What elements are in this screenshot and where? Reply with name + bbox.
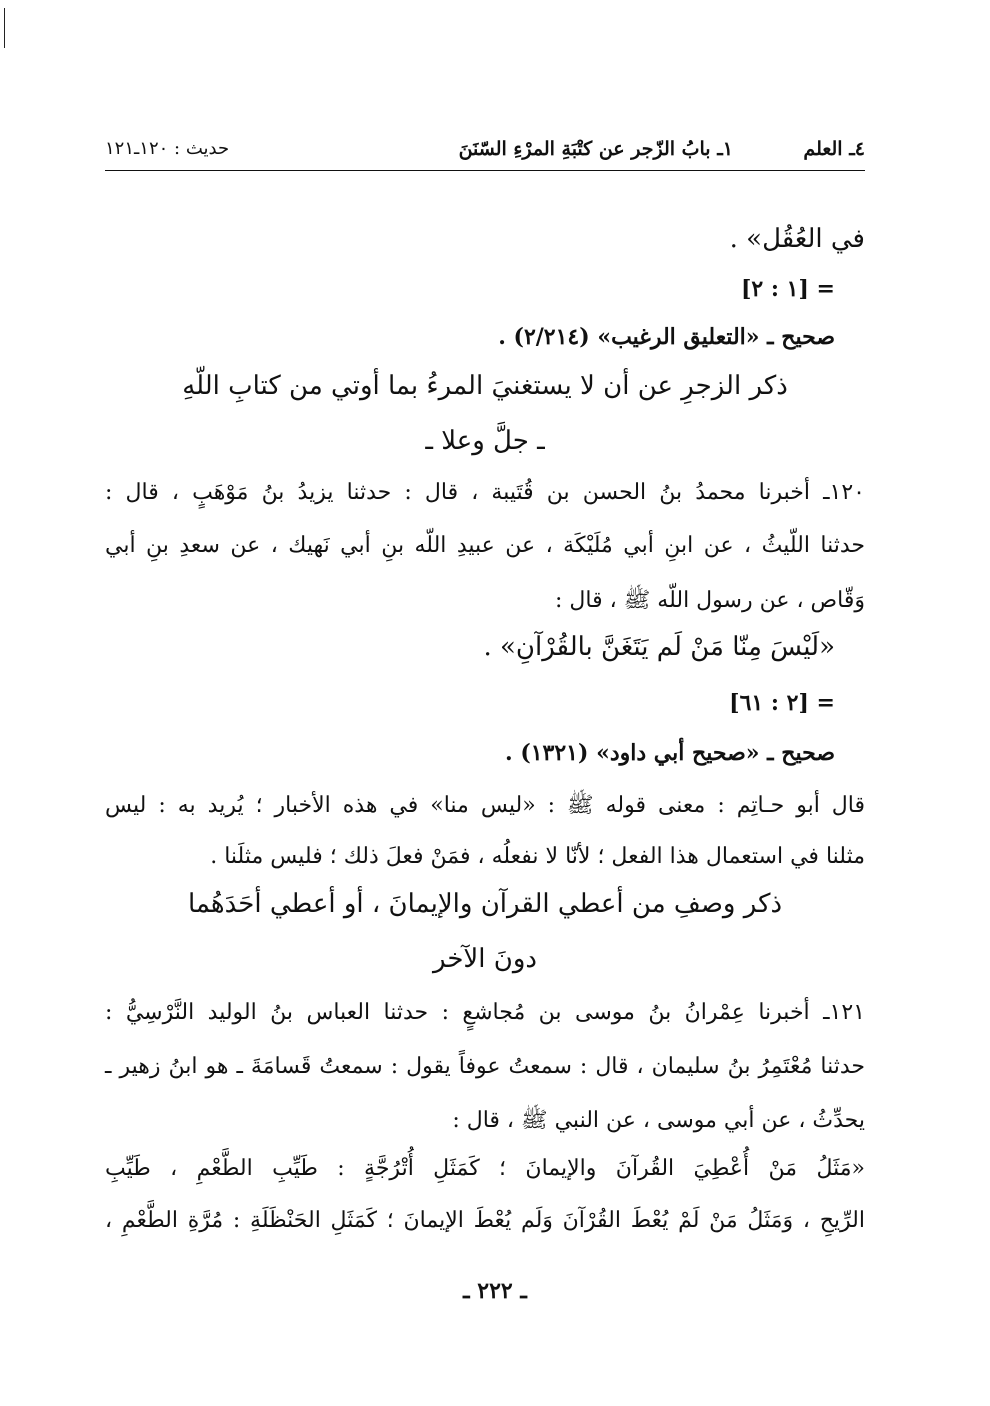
hadith-text: «مَثَلُ مَنْ أُعْطِيَ القُرآنَ والإيمانَ ؛ كَمَثَلِ أُتْرُجَّةٍ : طَيِّبِ الطَّعْمِ ، طَيِّبِ [105,1156,865,1181]
section-heading: ذكر وصفِ من أعطي القرآن والإيمانَ ، أو أعطي أحَدَهُما [187,889,783,919]
text-line: قال أبو حـاتِم : معنى قوله ﷺ : «ليس منا» في هذه الأخبار ؛ يُريد به : ليس [105,793,865,818]
text-line: ١٢٠ـ أخبرنا محمدُ بنُ الحسن بن قُتَيبة ، قال : حدثنا يزيدُ بنُ مَوْهَبٍ ، قال : [105,480,865,505]
text-line: حدثنا اللّيثُ ، عن ابنِ أبي مُلَيْكَة ، عن عبيدِ اللّه بنِ أبي نَهيك ، عن سعدِ بنِ أبي [105,533,865,558]
header-rule [105,170,865,171]
text-line: يحدِّثُ ، عن أبي موسى ، عن النبي ﷺ ، قال : [452,1108,865,1133]
page-edge-mark [4,8,5,48]
text-line: مثلنا في استعمال هذا الفعل ؛ لأنّا لا نفعلُه ، فمَنْ فعلَ ذلك ؛ فليس مثلَنا . [210,844,865,869]
page [105,128,865,1233]
hadith-text: «لَيْسَ مِنّا مَنْ لَم يَتَغَنَّ بالقُرْآنِ» . [483,632,835,662]
header-chapter-title: ١ـ بابُ الزّجر عن كتْبَةِ المرْءِ السّنَنَ [458,138,733,160]
grading-line: صحيح ـ «صحيح أبي داود» (١٣٢١) . [505,740,835,766]
section-heading: ـ جلَّ وعلا ـ [425,426,545,456]
text-line: ١٢١ـ أخبرنا عِمْرانُ بنُ موسى بن مُجاشعٍ : حدثنا العباس بنُ الوليد النَّرْسِيُّ : [105,1000,865,1025]
header-book-title: ٤ـ العلم [803,138,865,160]
section-heading: دونَ الآخر [433,944,537,974]
hadith-text: الرِّيحِ ، وَمَثَلُ مَنْ لَمْ يُعْطَ القُرْآنَ وَلَم يُعْطَ الإيمانَ ؛ كَمَثَلِ الحَنْظَلَةِ : مُرَّةِ الطَّعْمِ ، [105,1208,865,1233]
text-line: في العُقُل» . [729,224,865,254]
text-line: وَقّاص ، عن رسول اللّه ﷺ ، قال : [555,588,865,613]
text-line: حدثنا مُعْتَمِرُ بنُ سليمان ، قال : سمعتُ عوفاً يقول : سمعتُ قَسامَةَ ـ هو ابنُ زهير ـ [105,1054,865,1079]
reference-line: = [١ : ٢] [740,276,835,302]
page-number: ـ ٢٢٢ ـ [463,1278,527,1304]
section-heading: ذكر الزجرِ عن أن لا يستغنيَ المرءُ بما أوتي من كتابِ اللّهِ [182,371,788,401]
running-header [105,128,865,166]
header-hadith-range: حديث : ١٢٠ـ١٢١ [105,138,230,159]
reference-line: = [٢ : ٦١] [729,690,835,716]
grading-line: صحيح ـ «التعليق الرغيب» (٢/٢١٤) . [498,324,835,350]
